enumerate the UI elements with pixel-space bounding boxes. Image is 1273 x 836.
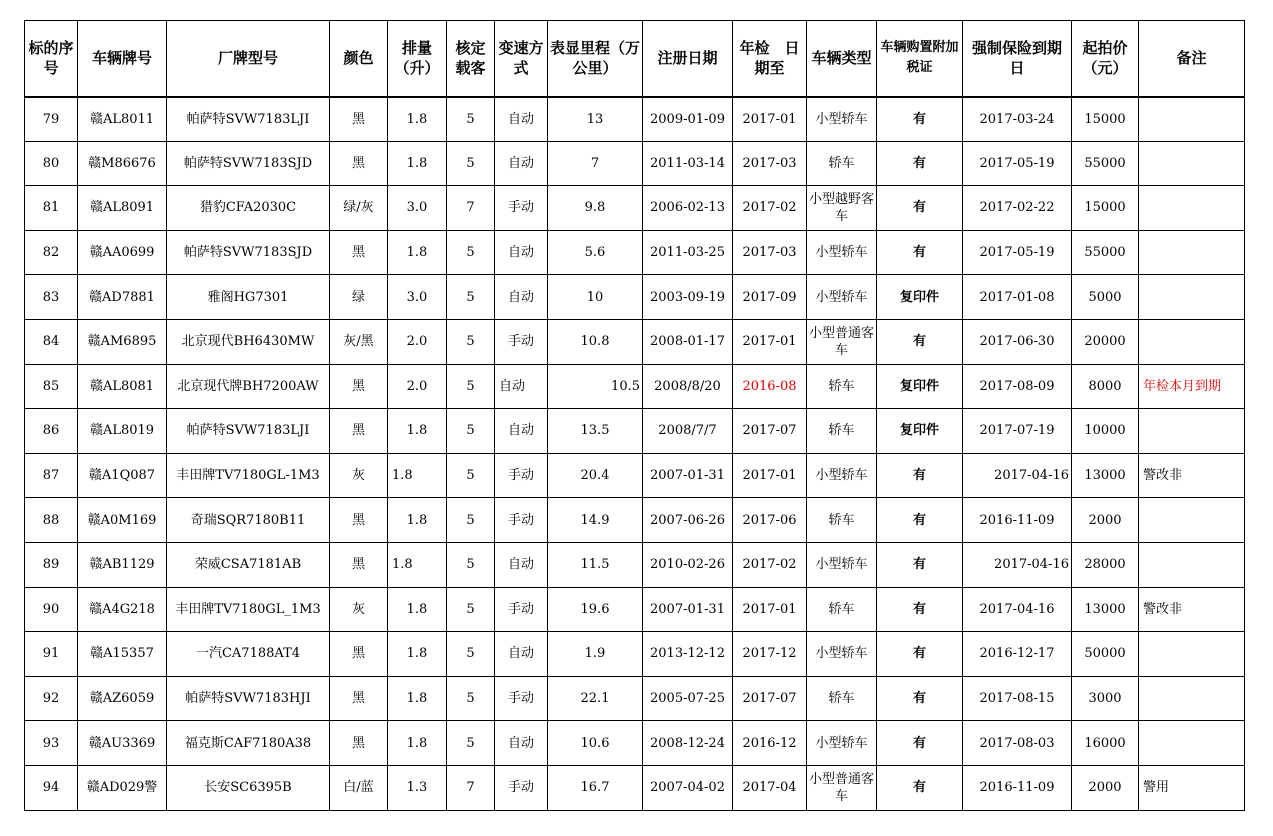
cell-plate: 赣M86676 — [78, 141, 167, 186]
cell-tax-cert: 有 — [877, 542, 963, 587]
cell-vehicle-type: 小型越野客车 — [807, 186, 877, 231]
cell-insurance: 2017-08-15 — [963, 676, 1072, 721]
cell-inspection: 2017-07 — [733, 409, 807, 454]
cell-displacement: 3.0 — [388, 186, 447, 231]
header-price: 起拍价（元） — [1072, 21, 1139, 97]
cell-reg-date: 2007-01-31 — [643, 587, 733, 632]
cell-price: 3000 — [1072, 676, 1139, 721]
cell-tax-cert: 复印件 — [877, 409, 963, 454]
cell-plate: 赣A4G218 — [78, 587, 167, 632]
cell-no: 87 — [25, 453, 78, 498]
cell-seats: 5 — [447, 230, 495, 275]
cell-tax-cert: 有 — [877, 186, 963, 231]
cell-displacement: 1.8 — [388, 141, 447, 186]
cell-seats: 5 — [447, 721, 495, 766]
cell-tax-cert: 有 — [877, 632, 963, 677]
cell-tax-cert: 有 — [877, 453, 963, 498]
cell-seats: 5 — [447, 587, 495, 632]
cell-displacement: 1.3 — [388, 765, 447, 810]
cell-displacement: 1.8 — [388, 97, 447, 142]
cell-vehicle-type: 小型轿车 — [807, 542, 877, 587]
cell-inspection: 2016-08 — [733, 364, 807, 409]
cell-inspection: 2017-09 — [733, 275, 807, 320]
cell-insurance: 2016-12-17 — [963, 632, 1072, 677]
cell-tax-cert: 有 — [877, 498, 963, 543]
cell-reg-date: 2008-01-17 — [643, 319, 733, 364]
table-row — [25, 409, 1245, 454]
table-row — [25, 230, 1245, 275]
cell-remark — [1139, 632, 1245, 677]
cell-mileage: 10.8 — [548, 319, 643, 364]
cell-inspection: 2017-07 — [733, 676, 807, 721]
cell-inspection: 2017-06 — [733, 498, 807, 543]
header-transmission: 变速方式 — [495, 21, 548, 97]
cell-model: 北京现代牌BH7200AW — [167, 364, 330, 409]
cell-plate: 赣AM6895 — [78, 319, 167, 364]
header-remark: 备注 — [1139, 21, 1245, 97]
cell-seats: 7 — [447, 765, 495, 810]
cell-model: 雅阁HG7301 — [167, 275, 330, 320]
cell-seats: 5 — [447, 498, 495, 543]
table-row — [25, 141, 1245, 186]
table-body — [25, 97, 1245, 811]
cell-vehicle-type: 轿车 — [807, 498, 877, 543]
cell-tax-cert: 有 — [877, 230, 963, 275]
cell-remark: 警用 — [1139, 765, 1245, 810]
cell-reg-date: 2008/8/20 — [643, 364, 733, 409]
cell-reg-date: 2008/7/7 — [643, 409, 733, 454]
cell-reg-date: 2007-04-02 — [643, 765, 733, 810]
cell-displacement: 1.8 — [388, 542, 447, 587]
cell-insurance: 2017-03-24 — [963, 97, 1072, 142]
cell-vehicle-type: 轿车 — [807, 141, 877, 186]
cell-reg-date: 2009-01-09 — [643, 97, 733, 142]
header-row — [25, 21, 1245, 97]
cell-price: 8000 — [1072, 364, 1139, 409]
cell-price: 55000 — [1072, 141, 1139, 186]
cell-displacement: 3.0 — [388, 275, 447, 320]
cell-insurance: 2016-11-09 — [963, 498, 1072, 543]
cell-price: 20000 — [1072, 319, 1139, 364]
cell-remark — [1139, 97, 1245, 142]
cell-inspection: 2017-12 — [733, 632, 807, 677]
cell-reg-date: 2006-02-13 — [643, 186, 733, 231]
table-row — [25, 319, 1245, 364]
cell-transmission: 自动 — [495, 97, 548, 142]
header-inspection: 年检 日期至 — [733, 21, 807, 97]
cell-mileage: 10.5 — [548, 364, 643, 409]
cell-reg-date: 2011-03-25 — [643, 230, 733, 275]
cell-mileage: 5.6 — [548, 230, 643, 275]
cell-remark — [1139, 275, 1245, 320]
table-row — [25, 587, 1245, 632]
header-displacement: 排量（升） — [388, 21, 447, 97]
cell-inspection: 2017-01 — [733, 453, 807, 498]
cell-model: 丰田牌TV7180GL-1M3 — [167, 453, 330, 498]
cell-seats: 5 — [447, 275, 495, 320]
cell-plate: 赣AD029警 — [78, 765, 167, 810]
cell-vehicle-type: 小型轿车 — [807, 453, 877, 498]
cell-plate: 赣A1Q087 — [78, 453, 167, 498]
cell-remark: 年检本月到期 — [1139, 364, 1245, 409]
table-row — [25, 453, 1245, 498]
cell-no: 90 — [25, 587, 78, 632]
table-row — [25, 721, 1245, 766]
cell-model: 帕萨特SVW7183LJI — [167, 409, 330, 454]
cell-insurance: 2017-05-19 — [963, 230, 1072, 275]
cell-tax-cert: 有 — [877, 676, 963, 721]
cell-tax-cert: 有 — [877, 765, 963, 810]
cell-no: 89 — [25, 542, 78, 587]
cell-plate: 赣AL8019 — [78, 409, 167, 454]
cell-plate: 赣AL8011 — [78, 97, 167, 142]
cell-displacement: 2.0 — [388, 364, 447, 409]
cell-insurance: 2017-08-03 — [963, 721, 1072, 766]
cell-model: 荣威CSA7181AB — [167, 542, 330, 587]
cell-price: 50000 — [1072, 632, 1139, 677]
header-vehicle-type: 车辆类型 — [807, 21, 877, 97]
cell-insurance: 2017-04-16 — [963, 587, 1072, 632]
cell-tax-cert: 有 — [877, 721, 963, 766]
cell-remark — [1139, 721, 1245, 766]
cell-vehicle-type: 轿车 — [807, 587, 877, 632]
header-reg-date: 注册日期 — [643, 21, 733, 97]
cell-no: 80 — [25, 141, 78, 186]
cell-price: 2000 — [1072, 765, 1139, 810]
cell-transmission: 手动 — [495, 676, 548, 721]
cell-price: 13000 — [1072, 587, 1139, 632]
cell-no: 92 — [25, 676, 78, 721]
cell-inspection: 2017-02 — [733, 542, 807, 587]
cell-remark — [1139, 230, 1245, 275]
cell-displacement: 1.8 — [388, 676, 447, 721]
cell-seats: 5 — [447, 632, 495, 677]
cell-tax-cert: 有 — [877, 319, 963, 364]
cell-seats: 5 — [447, 97, 495, 142]
cell-vehicle-type: 轿车 — [807, 364, 877, 409]
cell-plate: 赣AU3369 — [78, 721, 167, 766]
cell-transmission: 手动 — [495, 498, 548, 543]
cell-mileage: 22.1 — [548, 676, 643, 721]
cell-inspection: 2017-01 — [733, 319, 807, 364]
cell-insurance: 2017-02-22 — [963, 186, 1072, 231]
cell-model: 丰田牌TV7180GL_1M3 — [167, 587, 330, 632]
cell-mileage: 9.8 — [548, 186, 643, 231]
cell-no: 88 — [25, 498, 78, 543]
cell-color: 灰 — [330, 453, 388, 498]
cell-color: 绿/灰 — [330, 186, 388, 231]
cell-no: 83 — [25, 275, 78, 320]
table-row — [25, 765, 1245, 810]
cell-plate: 赣AZ6059 — [78, 676, 167, 721]
cell-mileage: 13.5 — [548, 409, 643, 454]
cell-insurance: 2017-05-19 — [963, 141, 1072, 186]
cell-remark — [1139, 542, 1245, 587]
cell-displacement: 1.8 — [388, 230, 447, 275]
cell-transmission: 手动 — [495, 453, 548, 498]
cell-color: 黑 — [330, 498, 388, 543]
cell-model: 福克斯CAF7180A38 — [167, 721, 330, 766]
header-insurance: 强制保险到期日 — [963, 21, 1072, 97]
cell-seats: 5 — [447, 453, 495, 498]
cell-remark — [1139, 409, 1245, 454]
cell-no: 82 — [25, 230, 78, 275]
cell-seats: 5 — [447, 542, 495, 587]
cell-vehicle-type: 小型轿车 — [807, 632, 877, 677]
cell-transmission: 自动 — [495, 409, 548, 454]
header-no: 标的序号 — [25, 21, 78, 97]
header-seats: 核定载客 — [447, 21, 495, 97]
table-row — [25, 676, 1245, 721]
cell-model: 一汽CA7188AT4 — [167, 632, 330, 677]
cell-color: 黑 — [330, 141, 388, 186]
cell-vehicle-type: 小型普通客车 — [807, 765, 877, 810]
header-model: 厂牌型号 — [167, 21, 330, 97]
cell-price: 10000 — [1072, 409, 1139, 454]
cell-remark: 警改非 — [1139, 587, 1245, 632]
cell-inspection: 2017-02 — [733, 186, 807, 231]
cell-color: 黑 — [330, 230, 388, 275]
cell-tax-cert: 复印件 — [877, 275, 963, 320]
cell-tax-cert: 有 — [877, 587, 963, 632]
cell-no: 94 — [25, 765, 78, 810]
cell-vehicle-type: 小型普通客车 — [807, 319, 877, 364]
cell-reg-date: 2010-02-26 — [643, 542, 733, 587]
cell-reg-date: 2011-03-14 — [643, 141, 733, 186]
cell-color: 黑 — [330, 409, 388, 454]
cell-plate: 赣AA0699 — [78, 230, 167, 275]
cell-color: 灰 — [330, 587, 388, 632]
cell-transmission: 手动 — [495, 186, 548, 231]
cell-price: 15000 — [1072, 186, 1139, 231]
cell-transmission: 自动 — [495, 632, 548, 677]
cell-plate: 赣AB1129 — [78, 542, 167, 587]
cell-color: 黑 — [330, 676, 388, 721]
cell-vehicle-type: 轿车 — [807, 409, 877, 454]
cell-model: 帕萨特SVW7183SJD — [167, 230, 330, 275]
cell-remark — [1139, 186, 1245, 231]
cell-mileage: 7 — [548, 141, 643, 186]
cell-displacement: 1.8 — [388, 632, 447, 677]
cell-price: 15000 — [1072, 97, 1139, 142]
cell-vehicle-type: 小型轿车 — [807, 721, 877, 766]
cell-price: 55000 — [1072, 230, 1139, 275]
cell-inspection: 2016-12 — [733, 721, 807, 766]
cell-reg-date: 2007-06-26 — [643, 498, 733, 543]
cell-reg-date: 2007-01-31 — [643, 453, 733, 498]
cell-transmission: 手动 — [495, 319, 548, 364]
cell-reg-date: 2008-12-24 — [643, 721, 733, 766]
cell-seats: 5 — [447, 141, 495, 186]
cell-model: 奇瑞SQR7180B11 — [167, 498, 330, 543]
cell-reg-date: 2013-12-12 — [643, 632, 733, 677]
cell-insurance: 2017-07-19 — [963, 409, 1072, 454]
cell-remark — [1139, 676, 1245, 721]
cell-remark: 警改非 — [1139, 453, 1245, 498]
cell-no: 91 — [25, 632, 78, 677]
cell-displacement: 1.8 — [388, 453, 447, 498]
table-row — [25, 632, 1245, 677]
cell-inspection: 2017-01 — [733, 97, 807, 142]
cell-seats: 5 — [447, 409, 495, 454]
cell-price: 5000 — [1072, 275, 1139, 320]
cell-no: 84 — [25, 319, 78, 364]
cell-color: 白/蓝 — [330, 765, 388, 810]
cell-no: 79 — [25, 97, 78, 142]
cell-price: 16000 — [1072, 721, 1139, 766]
cell-insurance: 2016-11-09 — [963, 765, 1072, 810]
cell-tax-cert: 有 — [877, 97, 963, 142]
cell-price: 28000 — [1072, 542, 1139, 587]
cell-plate: 赣A15357 — [78, 632, 167, 677]
cell-no: 93 — [25, 721, 78, 766]
cell-insurance: 2017-04-16 — [963, 542, 1072, 587]
cell-tax-cert: 复印件 — [877, 364, 963, 409]
cell-seats: 5 — [447, 676, 495, 721]
cell-color: 黑 — [330, 97, 388, 142]
cell-mileage: 14.9 — [548, 498, 643, 543]
cell-model: 帕萨特SVW7183LJI — [167, 97, 330, 142]
header-tax-cert: 车辆购置附加税证 — [877, 21, 963, 97]
cell-remark — [1139, 141, 1245, 186]
cell-insurance: 2017-06-30 — [963, 319, 1072, 364]
cell-insurance: 2017-08-09 — [963, 364, 1072, 409]
cell-plate: 赣AL8081 — [78, 364, 167, 409]
table-row — [25, 498, 1245, 543]
cell-mileage: 1.9 — [548, 632, 643, 677]
cell-color: 绿 — [330, 275, 388, 320]
cell-transmission: 自动 — [495, 141, 548, 186]
cell-vehicle-type: 轿车 — [807, 676, 877, 721]
cell-displacement: 1.8 — [388, 721, 447, 766]
table-row — [25, 364, 1245, 409]
cell-insurance: 2017-04-16 — [963, 453, 1072, 498]
cell-displacement: 1.8 — [388, 409, 447, 454]
cell-vehicle-type: 小型轿车 — [807, 230, 877, 275]
cell-model: 猎豹CFA2030C — [167, 186, 330, 231]
cell-transmission: 手动 — [495, 765, 548, 810]
cell-color: 黑 — [330, 632, 388, 677]
cell-displacement: 2.0 — [388, 319, 447, 364]
cell-plate: 赣AD7881 — [78, 275, 167, 320]
table-row — [25, 275, 1245, 320]
cell-price: 2000 — [1072, 498, 1139, 543]
cell-color: 黑 — [330, 364, 388, 409]
cell-model: 帕萨特SVW7183HJI — [167, 676, 330, 721]
cell-transmission: 自动 — [495, 364, 548, 409]
cell-mileage: 19.6 — [548, 587, 643, 632]
cell-mileage: 10.6 — [548, 721, 643, 766]
cell-seats: 5 — [447, 364, 495, 409]
cell-model: 长安SC6395B — [167, 765, 330, 810]
cell-displacement: 1.8 — [388, 498, 447, 543]
cell-model: 北京现代BH6430MW — [167, 319, 330, 364]
cell-vehicle-type: 小型轿车 — [807, 97, 877, 142]
cell-inspection: 2017-03 — [733, 230, 807, 275]
vehicle-auction-table — [24, 20, 1245, 811]
cell-inspection: 2017-04 — [733, 765, 807, 810]
table-row — [25, 542, 1245, 587]
cell-mileage: 13 — [548, 97, 643, 142]
cell-reg-date: 2005-07-25 — [643, 676, 733, 721]
cell-mileage: 16.7 — [548, 765, 643, 810]
cell-mileage: 11.5 — [548, 542, 643, 587]
table-row — [25, 186, 1245, 231]
cell-inspection: 2017-03 — [733, 141, 807, 186]
cell-inspection: 2017-01 — [733, 587, 807, 632]
cell-mileage: 10 — [548, 275, 643, 320]
header-plate: 车辆牌号 — [78, 21, 167, 97]
cell-insurance: 2017-01-08 — [963, 275, 1072, 320]
cell-transmission: 自动 — [495, 721, 548, 766]
cell-reg-date: 2003-09-19 — [643, 275, 733, 320]
cell-color: 灰/黑 — [330, 319, 388, 364]
table-row — [25, 97, 1245, 142]
cell-transmission: 自动 — [495, 542, 548, 587]
cell-no: 86 — [25, 409, 78, 454]
cell-plate: 赣AL8091 — [78, 186, 167, 231]
cell-seats: 5 — [447, 319, 495, 364]
cell-displacement: 1.8 — [388, 587, 447, 632]
cell-transmission: 自动 — [495, 230, 548, 275]
cell-no: 81 — [25, 186, 78, 231]
cell-mileage: 20.4 — [548, 453, 643, 498]
header-color: 颜色 — [330, 21, 388, 97]
cell-transmission: 手动 — [495, 587, 548, 632]
cell-tax-cert: 有 — [877, 141, 963, 186]
cell-vehicle-type: 小型轿车 — [807, 275, 877, 320]
cell-model: 帕萨特SVW7183SJD — [167, 141, 330, 186]
cell-plate: 赣A0M169 — [78, 498, 167, 543]
cell-no: 85 — [25, 364, 78, 409]
cell-color: 黑 — [330, 542, 388, 587]
cell-seats: 7 — [447, 186, 495, 231]
cell-price: 13000 — [1072, 453, 1139, 498]
cell-remark — [1139, 498, 1245, 543]
cell-transmission: 自动 — [495, 275, 548, 320]
header-mileage: 表显里程（万公里） — [548, 21, 643, 97]
cell-remark — [1139, 319, 1245, 364]
cell-color: 黑 — [330, 721, 388, 766]
